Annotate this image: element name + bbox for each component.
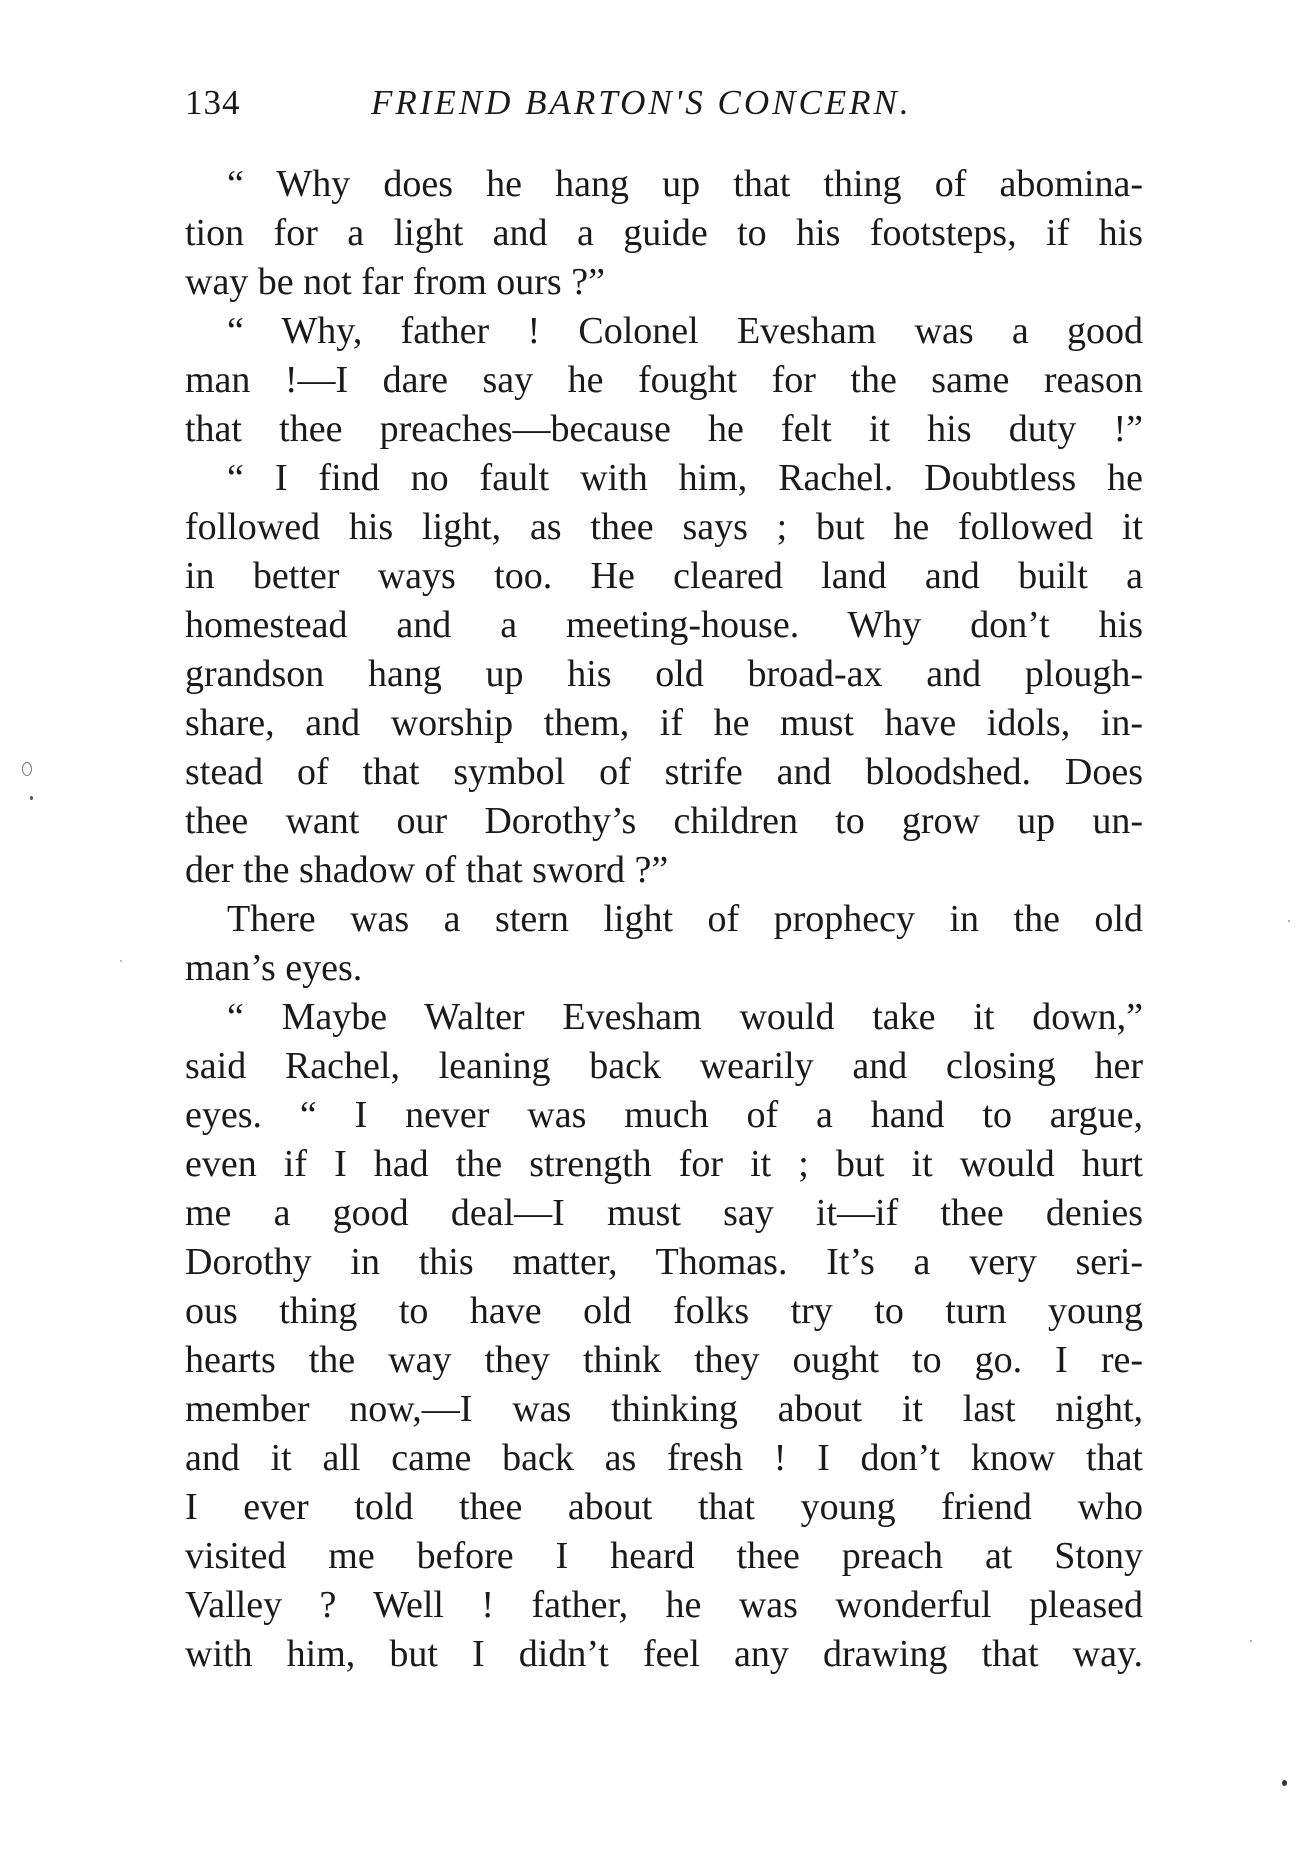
running-head	[185, 78, 1185, 128]
text-line: man !—I dare say he fought for the same reason	[185, 359, 1143, 401]
text-line: me a good deal—I must say it—if thee denies	[185, 1192, 1143, 1234]
text-line: with him, but I didn’t feel any drawing that way.	[185, 1633, 1143, 1675]
paper-speck	[1282, 1780, 1287, 1786]
text-line: I ever told thee about that young friend who	[185, 1486, 1143, 1528]
text-line: Valley ? Well ! father, he was wonderful pleased	[185, 1584, 1143, 1626]
text-line: followed his light, as thee says ; but he followed it	[185, 506, 1143, 548]
text-line: share, and worship them, if he must have idols, in-	[185, 702, 1143, 744]
text-line: ous thing to have old folks try to turn young	[185, 1290, 1143, 1332]
paper-speck	[30, 796, 33, 800]
text-line: der the shadow of that sword ?”	[185, 849, 669, 891]
text-line: in better ways too. He cleared land and built a	[185, 555, 1143, 597]
page-number: 134	[185, 83, 241, 122]
paper-speck	[1250, 1640, 1252, 1642]
text-line: way be not far from ours ?”	[185, 261, 605, 303]
margin-mark	[22, 762, 32, 776]
text-line: Dorothy in this matter, Thomas. It’s a very seri-	[185, 1241, 1143, 1283]
text-line: tion for a light and a guide to his footsteps, if his	[185, 212, 1143, 254]
text-line: There was a stern light of prophecy in the old	[227, 898, 1143, 940]
text-line: hearts the way they think they ought to go. I re-	[185, 1339, 1143, 1381]
text-line: that thee preaches—because he felt it his duty !”	[185, 408, 1143, 450]
text-line: “ I find no fault with him, Rachel. Doubtless he	[227, 457, 1143, 499]
text-line: grandson hang up his old broad-ax and plough-	[185, 653, 1143, 695]
text-line: “ Why, father ! Colonel Evesham was a good	[227, 310, 1143, 352]
text-line: and it all came back as fresh ! I don’t know that	[185, 1437, 1143, 1479]
text-line: “ Maybe Walter Evesham would take it down,”	[227, 996, 1143, 1038]
running-title: FRIEND BARTON'S CONCERN.	[371, 83, 912, 122]
body-text	[185, 160, 1143, 1679]
text-line: thee want our Dorothy’s children to grow up un-	[185, 800, 1143, 842]
text-line: said Rachel, leaning back wearily and closing her	[185, 1045, 1143, 1087]
text-line: homestead and a meeting-house. Why don’t his	[185, 604, 1143, 646]
text-line: stead of that symbol of strife and bloodshed. Does	[185, 751, 1143, 793]
text-line: man’s eyes.	[185, 947, 363, 989]
text-line: even if I had the strength for it ; but it would hurt	[185, 1143, 1143, 1185]
text-line: eyes. “ I never was much of a hand to argue,	[185, 1094, 1143, 1136]
paper-speck	[120, 960, 122, 962]
paper-speck	[1288, 920, 1290, 922]
text-line: visited me before I heard thee preach at Stony	[185, 1535, 1143, 1577]
text-line: “ Why does he hang up that thing of abomina-	[227, 163, 1143, 205]
text-line: member now,—I was thinking about it last night,	[185, 1388, 1143, 1430]
